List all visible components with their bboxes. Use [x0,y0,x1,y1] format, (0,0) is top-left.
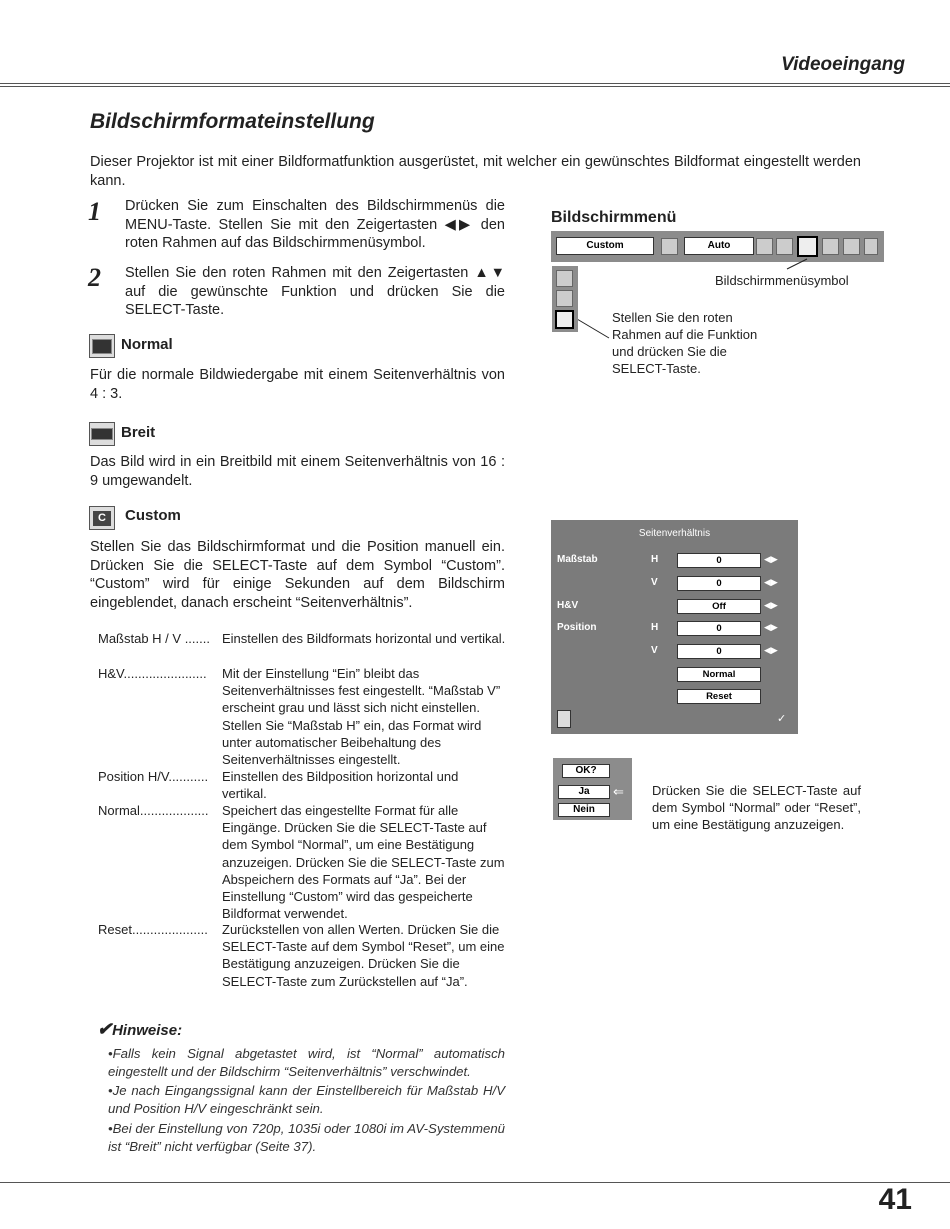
menu-callout-text: Stellen Sie den roten Rahmen auf die Funktion und drücken Sie die SELECT-Taste. [612,310,758,376]
exit-icon[interactable] [557,710,571,728]
confirm-question: OK? [562,764,610,778]
axis-label: H [651,554,659,565]
definition-desc: Einstellen des Bildposition horizontal und vertikal. [222,769,459,802]
confirm-no-button[interactable]: Nein [558,803,610,817]
definition-term: Position H/V........... [98,769,209,784]
scale-h-field[interactable]: 0 [677,553,761,568]
adjust-arrows-icon[interactable]: ◀▶ [764,577,778,587]
definition-term: Normal................... [98,803,209,818]
note-item: •Je nach Eingangssignal kann der Einstellbereich für Maßstab H/V und Position H/V eingeschränkt sein. [108,1083,505,1116]
intro-text: Dieser Projektor ist mit einer Bildformatfunktion ausgerüstet, mit welcher ein gewünschtes Bildformat eingestellt werden kann. [90,154,861,189]
adjust-arrows-icon[interactable]: ◀▶ [764,622,778,632]
position-h-field[interactable]: 0 [677,621,761,636]
custom-option-icon[interactable] [555,310,574,329]
row-label-hv: H&V [557,600,579,611]
normal-mode-icon [89,334,115,358]
normal-button[interactable]: Normal [677,667,761,682]
row-label-scale: Maßstab [557,554,598,565]
reset-button[interactable]: Reset [677,689,761,704]
definition-desc: Einstellen des Bildformats horizontal und vertikal. [222,631,506,646]
menu-box-custom: Custom [556,237,654,255]
confirm-yes-button[interactable]: Ja [558,785,610,799]
pointer-arrow-icon: ⇐ [613,784,624,799]
axis-label: H [651,622,659,633]
note-item: •Bei der Einstellung von 720p, 1035i oder 1080i im AV-Systemmenü ist “Breit” nicht verfügbar (Seite 37). [108,1121,505,1154]
scale-v-field[interactable]: 0 [677,576,761,591]
step-text-1: Drücken Sie zum Einschalten des Bildschirmmenüs die MENU-Taste. Stellen Sie mit den Zeigertasten ◀▶ den roten Rahmen auf das Bildschirmmenüsymbol. [125,198,505,251]
menu-figure-heading: Bildschirmmenü [551,209,677,226]
note-item: •Falls kein Signal abgetastet wird, ist “Normal” automatisch eingestellt und der Bildschirm “Seitenverhältnis” verschwindet. [108,1046,505,1079]
normal-heading: Normal [121,336,173,353]
normal-option-icon [556,270,573,287]
checkmark-icon: ✔ [97,1019,113,1039]
menu-box-auto: Auto [684,237,754,255]
adjust-arrows-icon[interactable]: ◀▶ [764,554,778,564]
hv-field[interactable]: Off [677,599,761,614]
definition-desc: Zurückstellen von allen Werten. Drücken Sie die SELECT-Taste auf dem Symbol “Reset”, um eine Bestätigung anzuzeigen. Drücken Sie die SELECT-Taste zum Zurückstellen auf “Ja”. [222,922,505,989]
definition-desc: Speichert das eingestellte Format für alle Eingänge. Drücken Sie die SELECT-Taste auf dem Symbol “Normal”, um eine Bestätigung anzuzeigen. Drücken Sie die SELECT-Taste zum Abspeichern des Formats auf “Ja”. Bei der Einstellung “Custom” wird das gespeicherte Bildformat verwendet. [222,803,505,922]
footer-rule [0,1182,950,1183]
header-rule-2 [0,86,950,87]
definition-desc: Mit der Einstellung “Ein” bleibt das Seitenverhältnisses fest eingestellt. “Maßstab V” erscheint grau und lässt sich nicht einstellen. Stellen Sie “Maßstab H” ein, das Format wird unter automatischer Beibehaltung des Seitenverhältnisses eingestellt. [222,666,501,768]
axis-label: V [651,577,658,588]
custom-heading: Custom [125,507,181,524]
header-rule [0,83,950,84]
dialog-title: Seitenverhältnis [638,528,711,539]
axis-label: V [651,645,658,656]
aspect-ratio-dialog [551,520,798,734]
menu-side-column [552,266,578,332]
adjust-arrows-icon[interactable]: ◀▶ [764,600,778,610]
step-text-2: Stellen Sie den roten Rahmen mit den Zeigertasten ▲▼ auf die gewünschte Funktion und drücken Sie die SELECT-Taste. [125,265,505,318]
position-v-field[interactable]: 0 [677,644,761,659]
step-number-1: 1 [88,197,101,226]
page-number: 41 [878,1183,912,1216]
checkmark-icon: ✓ [777,713,787,725]
definition-list [98,630,508,1010]
adjust-arrows-icon[interactable]: ◀▶ [764,645,778,655]
menu-symbol-label: Bildschirmmenüsymbol [715,273,849,288]
wide-text: Das Bild wird in ein Breitbild mit einem Seitenverhältnis von 16 : 9 umgewandelt. [90,454,505,489]
definition-term: Maßstab H / V ....... [98,631,210,646]
custom-mode-icon: C [89,506,115,530]
normal-text: Für die normale Bildwiedergabe mit einem Seitenverhältnis von 4 : 3. [90,367,505,402]
section-title: Videoeingang [781,54,905,75]
wide-heading: Breit [121,424,156,441]
confirm-dialog [553,758,632,820]
confirm-text: Drücken Sie die SELECT-Taste auf dem Symbol “Normal” oder “Reset”, um eine Bestätigung anzuzeigen. [652,783,861,832]
notes-heading: Hinweise: [112,1022,183,1039]
page-title: Bildschirmformateinstellung [90,110,375,133]
definition-term: H&V....................... [98,666,207,681]
notes-heading-block [97,1019,182,1040]
row-label-position: Position [557,622,597,633]
step-number-2: 2 [88,263,101,292]
custom-text: Stellen Sie das Bildschirmformat und die Position manuell ein. Drücken Sie die SELECT-Taste auf dem Symbol “Custom”. “Custom” wird für einige Sekunden auf dem Bildschirm eingeblendet, danach erscheint “Seitenverhältnis”. [90,539,505,611]
wide-mode-icon [89,422,115,446]
wide-option-icon [556,290,573,307]
definition-term: Reset..................... [98,922,208,937]
